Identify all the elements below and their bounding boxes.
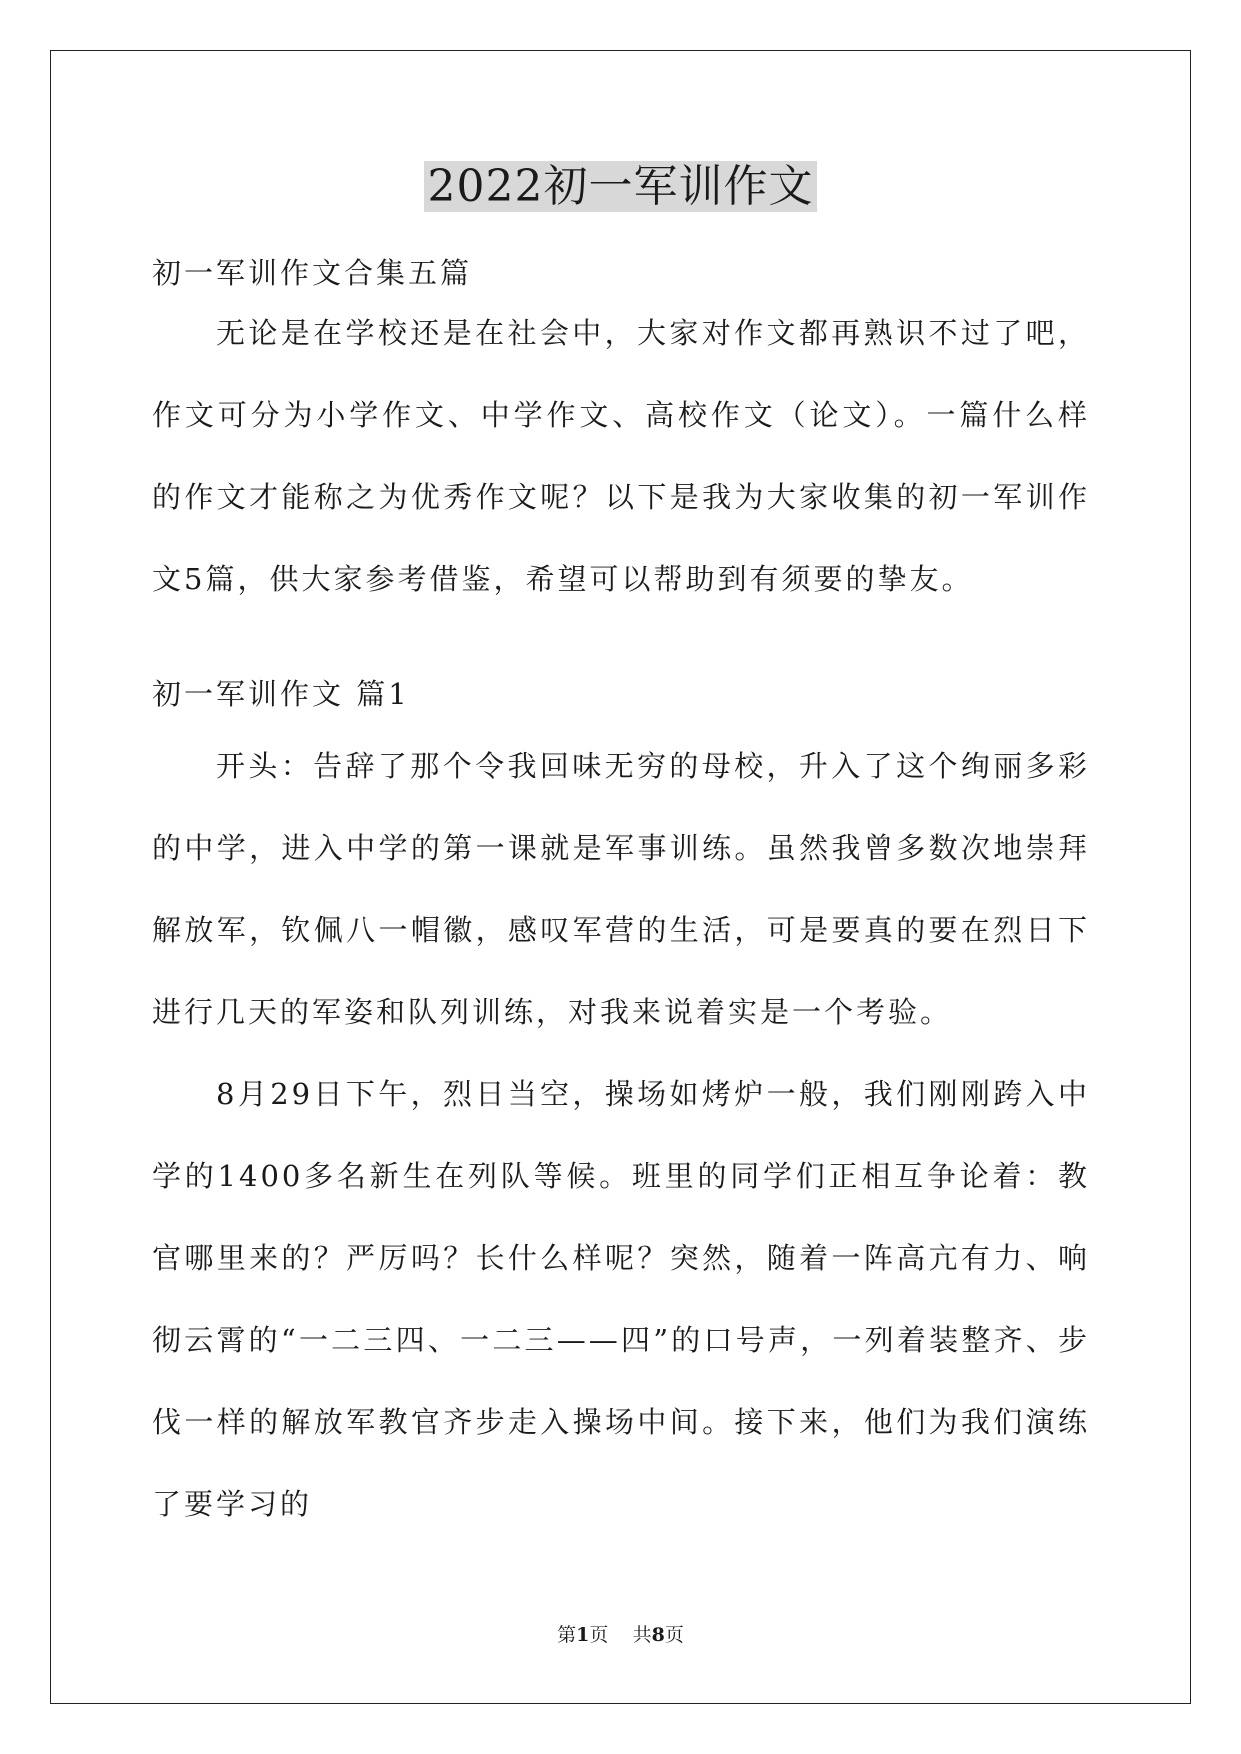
document-title <box>0 158 1241 216</box>
paragraph-1: 开头：告辞了那个令我回味无穷的母校，升入了这个绚丽多彩的中学，进入中学的第一课就是军事训练。虽然我曾多数次地崇拜解放军，钦佩八一帽徽，感叹军营的生活，可是要真的要在烈日下进行几天的军姿和队列训练，对我来说着实是一个考验。 <box>152 749 1090 1029</box>
document-title-text: 2022初一军训作文 <box>424 161 818 212</box>
total-prefix: 共 <box>632 1624 652 1646</box>
page-prefix: 第 <box>557 1624 577 1646</box>
page-total: 8 <box>651 1624 665 1646</box>
page-footer <box>0 1623 1241 1647</box>
paragraph-2: 8月29日下午，烈日当空，操场如烤炉一般，我们刚刚跨入中学的1400多名新生在列队等候。班里的同学们正相互争论着：教官哪里来的？严厉吗？长什么样呢？突然，随着一阵高亢有力、响彻云霄的“一二三四、一二三——四”的口号声，一列着装整齐、步伐一样的解放军教官齐步走入操场中间。接下来，他们为我们演练了要学习的 <box>152 1077 1090 1521</box>
total-suffix: 页 <box>664 1624 684 1646</box>
section-heading: 初一军训作文 篇1 <box>152 677 410 711</box>
page-current: 1 <box>576 1624 590 1646</box>
document-subtitle: 初一军训作文合集五篇 <box>152 256 473 290</box>
intro-paragraph: 无论是在学校还是在社会中，大家对作文都再熟识不过了吧，作文可分为小学作文、中学作文、高校作文（论文）。一篇什么样的作文才能称之为优秀作文呢？以下是我为大家收集的初一军训作文5篇，供大家参考借鉴，希望可以帮助到有须要的挚友。 <box>152 316 1090 596</box>
page-suffix: 页 <box>589 1624 609 1646</box>
